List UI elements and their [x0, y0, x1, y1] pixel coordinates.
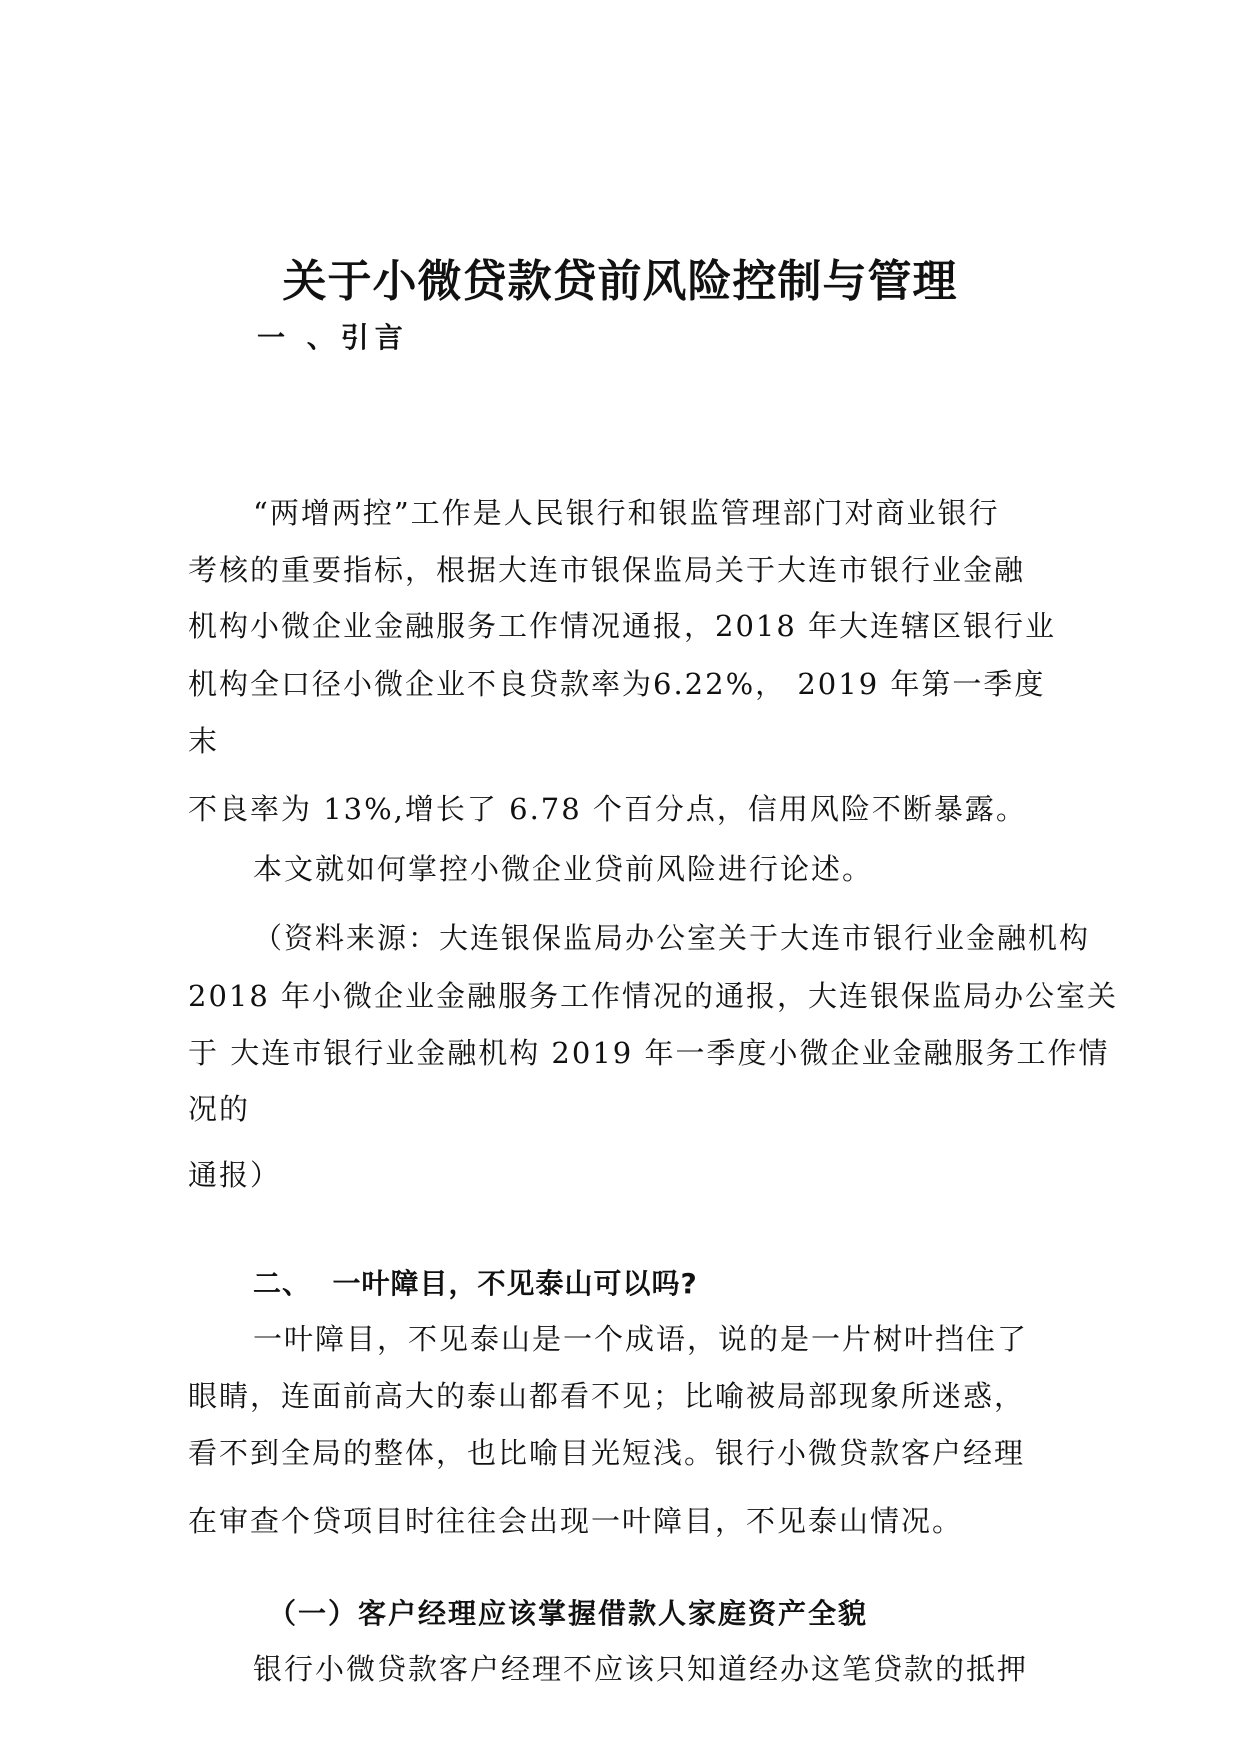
paragraph-line: 于 大连市银行业金融机构 2019 年一季度小微企业金融服务工作情 [188, 1036, 1110, 1070]
paragraph-line: “两增两控”工作是人民银行和银监管理部门对商业银行 [253, 496, 1000, 530]
paragraph-line: 在审查个贷项目时往往会出现一叶障目，不见泰山情况。 [188, 1504, 964, 1538]
paragraph-line: 考核的重要指标，根据大连市银保监局关于大连市银行业金融 [188, 553, 1026, 587]
paragraph-line: 眼睛，连面前高大的泰山都看不见；比喻被局部现象所迷惑， [188, 1379, 1026, 1413]
paragraph-line: 本文就如何掌控小微企业贷前风险进行论述。 [253, 852, 874, 886]
subsection-heading: （一）客户经理应该掌握借款人家庭资产全貌 [268, 1597, 869, 1630]
paragraph-line: 末 [188, 724, 220, 758]
paragraph-line: 通报） [188, 1158, 282, 1192]
section-heading-2: 二、 一叶障目，不见泰山可以吗? [253, 1267, 698, 1300]
paragraph-line: 不良率为 13%,增长了 6.78 个百分点，信用风险不断暴露。 [188, 792, 1027, 826]
paragraph-line: 况的 [188, 1092, 251, 1126]
paragraph-line: 2018 年小微企业金融服务工作情况的通报，大连银保监局办公室关 [188, 979, 1119, 1013]
section-heading-intro: 一 、引言 [257, 321, 409, 354]
paragraph-line: 机构小微企业金融服务工作情况通报，2018 年大连辖区银行业 [188, 609, 1057, 643]
paragraph-line: 一叶障目，不见泰山是一个成语，说的是一片树叶挡住了 [253, 1322, 1029, 1356]
paragraph-line: 看不到全局的整体，也比喻目光短浅。银行小微贷款客户经理 [188, 1436, 1026, 1470]
paragraph-line: （资料来源：大连银保监局办公室关于大连市银行业金融机构 [253, 921, 1091, 955]
paragraph-line: 机构全口径小微企业不良贷款率为6.22%， 2019 年第一季度 [188, 667, 1046, 701]
paragraph-line: 银行小微贷款客户经理不应该只知道经办这笔贷款的抵押 [253, 1652, 1029, 1686]
document-title: 关于小微贷款贷前风险控制与管理 [282, 256, 958, 307]
